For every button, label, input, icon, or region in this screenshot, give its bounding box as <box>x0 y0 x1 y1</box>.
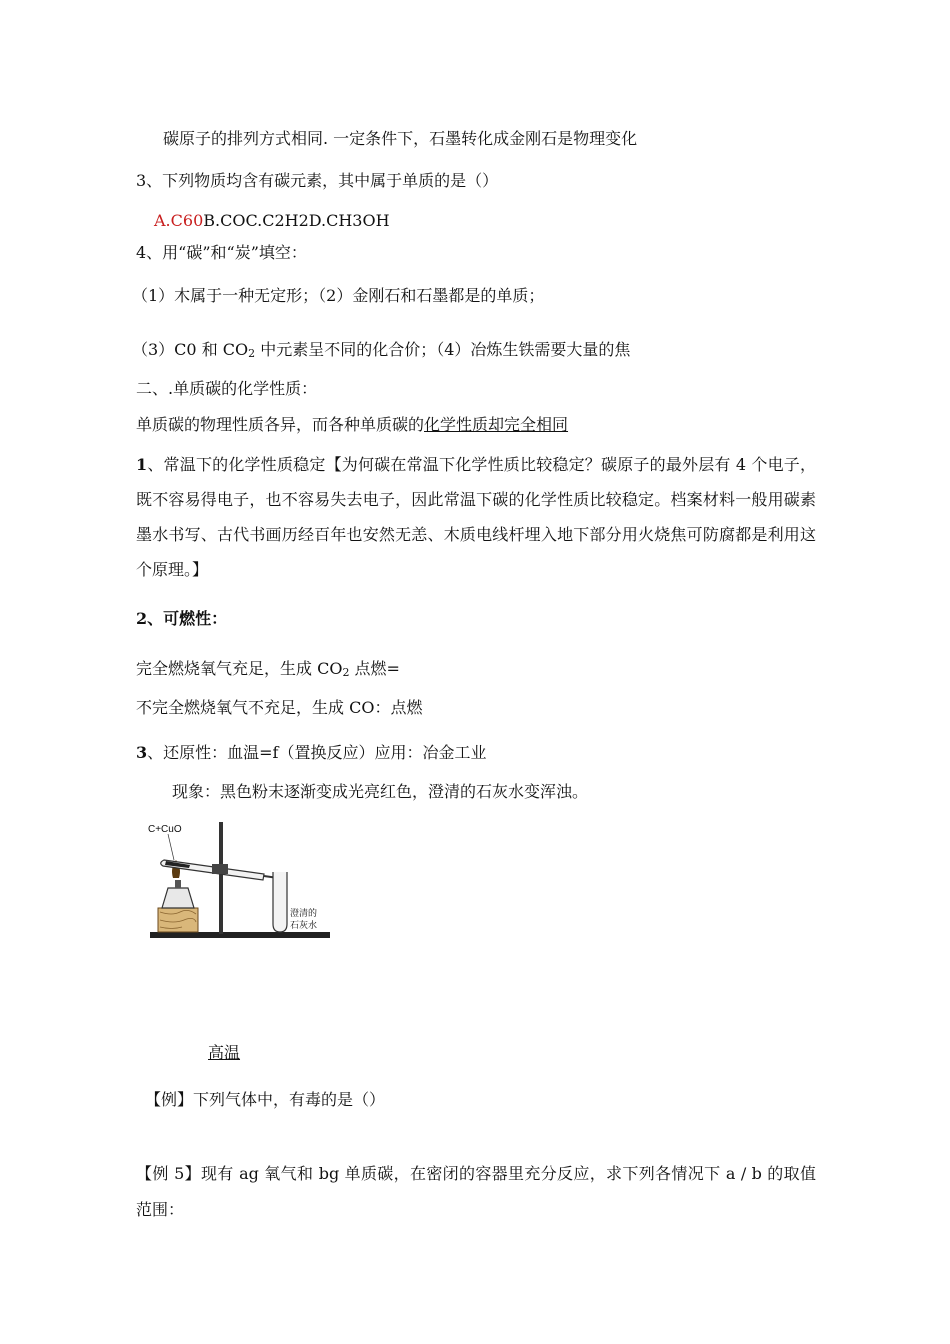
combustibility-heading: 2、可燃性： <box>136 609 228 628</box>
reducibility-line <box>136 742 486 764</box>
question-4-part-1: （1）木属于一种无定形；（2）金刚石和石墨都是的单质； <box>132 286 545 305</box>
intro-line <box>136 414 568 436</box>
text-segment: 单质碳的物理性质各异，而各种单质碳的 <box>136 415 425 434</box>
answer-option-a: A.C60 <box>154 211 204 230</box>
limewater-label-1: 澄清的 <box>290 909 318 919</box>
question-4: 4、用“碳”和“炭”填空： <box>136 243 307 262</box>
alcohol-lamp <box>162 888 194 908</box>
text-segment: （3）C0 和 CO <box>132 340 249 359</box>
text-line: 碳原子的排列方式相同. 一定条件下，石墨转化成金刚石是物理变化 <box>163 129 638 148</box>
incomplete-combustion: 不完全燃烧氧气不充足，生成 CO：点燃 <box>136 698 423 717</box>
other-options: B.COC.C2H2D.CH3OH <box>203 211 390 230</box>
text-segment: 、还原性：血温=f（置换反应）应用：冶金工业 <box>147 743 487 762</box>
text-segment: 中元素呈不同的化合价；（4）冶炼生铁需要大量的焦 <box>255 340 631 359</box>
question-4-part-2 <box>132 339 630 365</box>
question-3: 3、下列物质均含有碳元素，其中属于单质的是（） <box>136 171 499 190</box>
lamp-wick <box>175 880 181 888</box>
paragraph-stability <box>136 447 816 587</box>
example-5: 【例 5】现有 ag 氧气和 bg 单质碳，在密闭的容器里充分反应，求下列各情况下 a / b 的取值范围： <box>136 1164 816 1219</box>
paragraph-text: 、常温下的化学性质稳定【为何碳在常温下化学性质比较稳定？碳原子的最外层有 4 个电子，既不容易得电子，也不容易失去电子，因此常温下碳的化学性质比较稳定。档案材料一般用碳素墨水书写、古代书画历经百年也安然无恙、木质电线杆埋入地下部分用火烧焦可防腐都是利用这个原理。】 <box>136 455 816 579</box>
subscript: 2 <box>342 666 350 679</box>
stand-rod <box>219 822 223 934</box>
clamp <box>212 864 228 874</box>
item-number: 1 <box>136 455 148 474</box>
reagent-label: C+CuO <box>148 824 182 835</box>
section-heading: 二、.单质碳的化学性质： <box>136 379 318 398</box>
underlined-text: 化学性质却完全相同 <box>424 415 569 434</box>
experiment-apparatus-diagram <box>146 820 336 942</box>
text-segment: 点燃= <box>349 659 400 678</box>
question-3-options <box>154 210 390 232</box>
subscript: 2 <box>248 347 256 360</box>
apparatus-base <box>150 932 330 938</box>
example-1: 【例】下列气体中，有毒的是（） <box>145 1090 386 1109</box>
item-number: 3 <box>136 743 148 762</box>
text-segment: 完全燃烧氧气充足，生成 CO <box>136 659 343 678</box>
receiving-tube <box>273 872 287 932</box>
high-temperature-label: 高温 <box>208 1043 241 1062</box>
phenomenon-line: 现象：黑色粉末逐渐变成光亮红色，澄清的石灰水变浑浊。 <box>172 782 589 801</box>
complete-combustion <box>136 658 400 684</box>
limewater-label-2: 石灰水 <box>290 921 318 931</box>
